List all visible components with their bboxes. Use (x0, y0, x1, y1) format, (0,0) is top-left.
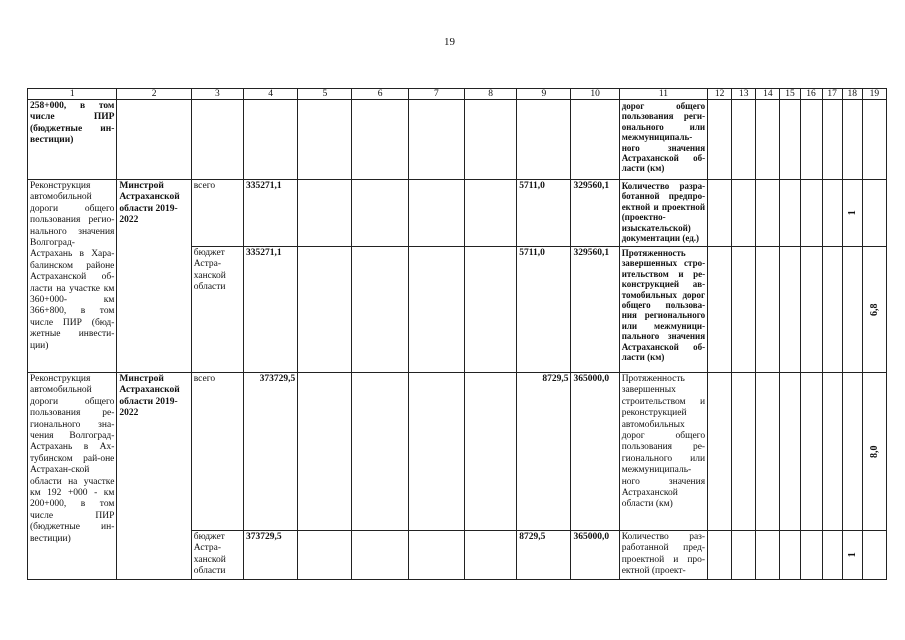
col-header: 6 (352, 89, 408, 100)
col-header: 2 (117, 89, 191, 100)
col-header: 13 (732, 89, 756, 100)
amount-cell: 365000,0 (571, 373, 619, 531)
table-cell (517, 100, 571, 180)
table-cell (298, 100, 352, 180)
table-cell (708, 247, 732, 373)
page-number: 19 (444, 36, 455, 48)
table-cell (732, 100, 756, 180)
funding-source-cell: бюджет Астра-ханской области (191, 247, 243, 373)
table-cell (800, 531, 822, 580)
table-cell (464, 373, 516, 531)
col-header: 11 (619, 89, 707, 100)
amount-cell: 8729,5 (517, 531, 571, 580)
table-cell (822, 531, 842, 580)
table-cell (708, 100, 732, 180)
col-header: 1 (28, 89, 117, 100)
table-row (28, 100, 887, 180)
table-cell (822, 373, 842, 531)
amount-total-cell: 373729,5 (243, 531, 297, 580)
table-cell (408, 180, 464, 247)
col-header: 9 (517, 89, 571, 100)
table-cell (464, 180, 516, 247)
funding-source-cell: бюджет Астра-ханской области (191, 531, 243, 580)
col-header: 12 (708, 89, 732, 100)
col-header: 17 (822, 89, 842, 100)
table-row (28, 180, 887, 247)
amount-cell: 5711,0 (517, 247, 571, 373)
indicator-value-cell (862, 247, 886, 373)
col-header: 18 (842, 89, 862, 100)
table-cell (298, 247, 352, 373)
col-header: 14 (756, 89, 780, 100)
table-cell (842, 247, 862, 373)
indicator-cell: дорог общего пользования реги-онального или межмуниципаль-ного значения Астраханской об-ласти (км) (619, 100, 707, 180)
amount-total-cell: 335271,1 (243, 247, 297, 373)
table-cell (708, 180, 732, 247)
table-cell (408, 373, 464, 531)
table-cell (842, 373, 862, 531)
table-cell (756, 247, 780, 373)
table-cell (842, 100, 862, 180)
table-cell (780, 180, 800, 247)
indicator-value: 1 (846, 210, 858, 216)
col-header: 8 (464, 89, 516, 100)
object-name-cell: Реконструкция автомобильной дороги общего пользования регио-нального значения Волгоград-Астрахань в Хара-балинском районе Астраханской об-ласти на участке км 360+000- км 366+800, в том числе ПИР (бюд-жетные инвести-ции) (28, 180, 117, 373)
indicator-cell: Протяженность завершенных строительством и реконструкцией автомобильных дорог общего пользования ре-гионального или межмуниципаль-ного значения Астраханской области (км) (619, 373, 707, 531)
amount-cell: 8729,5 (517, 373, 571, 531)
table-cell (756, 180, 780, 247)
table-cell (780, 531, 800, 580)
col-header: 5 (298, 89, 352, 100)
table-cell (117, 100, 191, 180)
header-row (28, 89, 887, 100)
col-header: 3 (191, 89, 243, 100)
table-cell (352, 247, 408, 373)
table-cell (800, 247, 822, 373)
table-cell (298, 373, 352, 531)
col-header: 4 (243, 89, 297, 100)
table-cell (352, 100, 408, 180)
indicator-value: 8,0 (868, 445, 880, 458)
table-row (28, 373, 887, 531)
indicator-cell: Количество разра-ботанной предпро-ектной и проектной (проектно-изыскательской) документации (ед.) (619, 180, 707, 247)
funding-source-cell: всего (191, 373, 243, 531)
table-cell (756, 373, 780, 531)
table-cell (732, 373, 756, 531)
funding-source-cell: всего (191, 180, 243, 247)
table-cell (464, 531, 516, 580)
table-cell (352, 373, 408, 531)
table-cell (862, 100, 886, 180)
amount-cell: 365000,0 (571, 531, 619, 580)
indicator-value: 6,8 (868, 303, 880, 316)
table-cell (732, 247, 756, 373)
table-cell (464, 100, 516, 180)
table-cell (298, 531, 352, 580)
table-cell (243, 100, 297, 180)
table-cell (756, 531, 780, 580)
amount-cell: 329560,1 (571, 180, 619, 247)
table-cell (408, 100, 464, 180)
col-header: 10 (571, 89, 619, 100)
table-cell (800, 373, 822, 531)
table-cell (780, 100, 800, 180)
table-cell (708, 373, 732, 531)
indicator-value-cell (842, 531, 862, 580)
table-cell (352, 531, 408, 580)
table-cell (464, 247, 516, 373)
table-cell (298, 180, 352, 247)
col-header: 7 (408, 89, 464, 100)
table-cell (800, 180, 822, 247)
table-cell (571, 100, 619, 180)
indicator-cell: Количество раз-работанной пред-проектной и про-ектной (проект- (619, 531, 707, 580)
table-cell (822, 180, 842, 247)
executor-cell: Минстрой Астраханской области 2019-2022 (117, 373, 191, 580)
col-header: 15 (780, 89, 800, 100)
col-header: 19 (862, 89, 886, 100)
table-cell (408, 531, 464, 580)
table-cell (780, 247, 800, 373)
table-cell (408, 247, 464, 373)
table-cell (756, 100, 780, 180)
amount-cell: 329560,1 (571, 247, 619, 373)
table-cell (862, 531, 886, 580)
object-name-cell: Реконструкция автомобильной дороги общего пользования ре-гионального зна-чения Волгоград-Астрахань в Ах-тубинском рай-оне Астрахан-ской области на участке км 192 +000 - км 200+000, в том числе ПИР (бюджетные ин-вестиции) (28, 373, 117, 580)
col-header: 16 (800, 89, 822, 100)
program-table (27, 88, 887, 580)
table-cell (822, 247, 842, 373)
table-cell (732, 180, 756, 247)
table-cell (708, 531, 732, 580)
amount-total-cell: 373729,5 (243, 373, 297, 531)
amount-cell: 5711,0 (517, 180, 571, 247)
indicator-value-cell (842, 180, 862, 247)
indicator-value: 1 (846, 552, 858, 558)
object-name-cell: 258+000, в том числе ПИР (бюджетные ин-вестиции) (28, 100, 117, 180)
executor-cell: Минстрой Астраханской области 2019-2022 (117, 180, 191, 373)
indicator-value-cell (862, 373, 886, 531)
table-cell (822, 100, 842, 180)
table-cell (191, 100, 243, 180)
table-cell (732, 531, 756, 580)
table-cell (800, 100, 822, 180)
amount-total-cell: 335271,1 (243, 180, 297, 247)
indicator-cell: Протяженность завершенных стро-ительством и ре-конструкцией ав-томобильных дорог общего пользова-ния регионального или межмуници-пального значения Астраханской об-ласти (км) (619, 247, 707, 373)
table-cell (780, 373, 800, 531)
table-cell (862, 180, 886, 247)
table-cell (352, 180, 408, 247)
